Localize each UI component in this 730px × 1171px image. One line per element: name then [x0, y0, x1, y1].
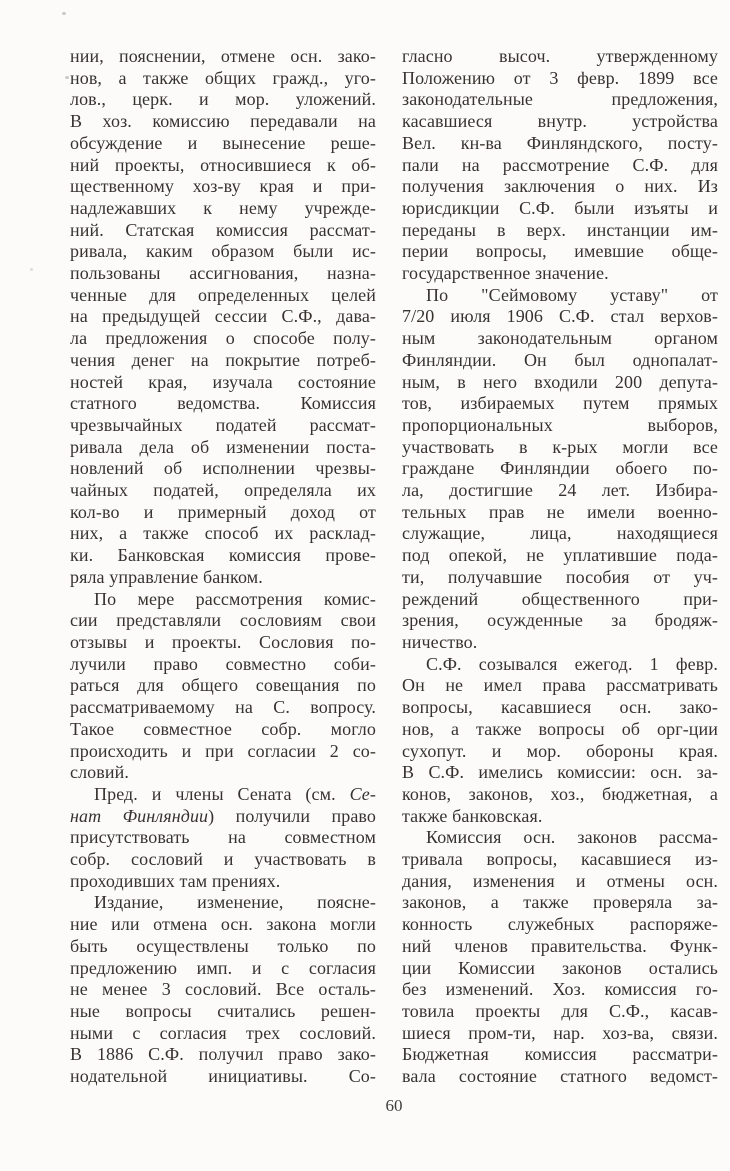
text-line: Финляндии. Он был однопалат-: [402, 349, 718, 370]
text-line: В 1886 С.Ф. получил право зако-: [70, 1044, 376, 1065]
text-line: ки. Банковская комиссия прове-: [70, 545, 376, 566]
text-line: пали на рассмотрение С.Ф. для: [402, 154, 718, 175]
text-line: реждений общественного при-: [402, 588, 718, 609]
text-line: лучили право совместно соби-: [70, 653, 376, 674]
text-line: надлежавших к нему учрежде-: [70, 197, 376, 218]
text-line: Издание, изменение, поясне-: [94, 892, 376, 913]
text-line: ла предложения о способе полу-: [70, 328, 376, 349]
text-line: Положению от 3 февр. 1899 все: [402, 67, 718, 88]
text-line: вала состояние статного ведомст-: [402, 1066, 718, 1087]
text-column-right: [402, 46, 718, 1088]
text-line: ным, в него входили 200 депута-: [402, 371, 718, 392]
text-line: лов., церк. и мор. уложений.: [70, 89, 376, 110]
italic-reference: нат Финляндии: [70, 805, 209, 826]
text-line: собр. сословий и участвовать в: [70, 849, 376, 870]
text-line: вопросы, касавшиеся осн. зако-: [402, 697, 718, 718]
text-line: участвовать в к-рых могли все: [402, 436, 718, 457]
text-line: ные вопросы считались решен-: [70, 1000, 376, 1021]
text-line: под опекой, не уплатившие пода-: [402, 545, 718, 566]
text-line: ченные для определенных целей: [70, 284, 376, 305]
text-line: нов, а также общих гражд., уго-: [70, 67, 376, 88]
text-line: чения денег на покрытие потреб-: [70, 349, 376, 370]
text-line: тов, избираемых путем прямых: [402, 393, 718, 414]
text-block: [70, 46, 718, 1088]
text-line: ностей края, изучала состояние: [70, 371, 376, 392]
text-line: законов, а также проверяла за-: [402, 892, 718, 913]
text-line: граждане Финляндии обоего по-: [402, 458, 718, 479]
text-line: ний проекты, относившиеся к об-: [70, 154, 376, 175]
text-line: новлений об исполнении чрезвы-: [70, 458, 376, 479]
text-line: не менее 3 сословий. Все осталь-: [70, 979, 376, 1000]
text-line: быть осуществлены только по: [70, 935, 376, 956]
text-line: получения заключения о них. Из: [402, 176, 718, 197]
text-line: ний членов правительства. Функ-: [402, 935, 718, 956]
text-line: предложению имп. и с согласия: [70, 957, 376, 978]
text-line: Он не имел права рассматривать: [402, 675, 718, 696]
text-line: происходить и при согласии 2 со-: [70, 740, 376, 761]
text-line: сии представляли сословиям свои: [70, 610, 376, 631]
text-line: Бюджетная комиссия рассматри-: [402, 1044, 718, 1065]
text-line: пропорциональных выборов,: [402, 414, 718, 435]
text-line: без изменений. Хоз. комиссия го-: [402, 979, 718, 1000]
text-line: кол-во и примерный доход от: [70, 501, 376, 522]
text-line: товила проекты для С.Ф., касав-: [402, 1000, 718, 1021]
text-line: служащие, лица, находящиеся: [402, 523, 718, 544]
text-line: ривала, каким образом были ис-: [70, 241, 376, 262]
text-line: тривала вопросы, касавшиеся из-: [402, 849, 718, 870]
scan-speck: [65, 76, 69, 79]
text-line: словий.: [70, 762, 129, 783]
text-line: чайных податей, определяла их: [70, 480, 376, 501]
text-line: присутствовать на совместном: [70, 827, 376, 848]
text-line: ным законодательным органом: [402, 328, 718, 349]
text-line: По мере рассмотрения комис-: [94, 588, 376, 609]
text-line: ти, получавшие пособия от уч-: [402, 566, 718, 587]
text-line: ние или отмена осн. закона могли: [70, 914, 376, 935]
text-line: ла, достигшие 24 лет. Избира-: [402, 480, 718, 501]
text-line: законодательные предложения,: [402, 89, 718, 110]
text-line: ции Комиссии законов остались: [402, 957, 718, 978]
text-line: В хоз. комиссию передавали на: [70, 111, 376, 132]
text-line: раться для общего совещания по: [70, 675, 376, 696]
text-line: дания, изменения и отмены осн.: [402, 870, 718, 891]
text-line: ний. Статская комиссия рассмат-: [70, 219, 376, 240]
text-line: 7/20 июля 1906 С.Ф. стал верхов-: [402, 306, 718, 327]
text-line: нии, пояснении, отмене осн. зако-: [70, 46, 376, 66]
page-number: 60: [385, 1096, 403, 1115]
scan-speck: [62, 12, 66, 15]
text-line: По "Сеймовому уставу" от: [426, 284, 718, 305]
text-line: щественному хоз-ву края и при-: [70, 176, 376, 197]
text-line: С.Ф. созывался ежегод. 1 февр.: [426, 653, 718, 674]
text-line: на предыдущей сессии С.Ф., дава-: [70, 306, 376, 327]
text-line: ряла управление банком.: [70, 566, 263, 587]
text-line: рассматриваемому на С. вопросу.: [70, 697, 376, 718]
text-line: чрезвычайных податей рассмат-: [70, 414, 376, 435]
text-line: конов, законов, хоз., бюджетная, а: [402, 783, 718, 804]
text-line: ривала дела об изменении поста-: [70, 436, 376, 457]
text-line: Такое совместное собр. могло: [70, 718, 376, 739]
text-line: отзывы и проекты. Сословия по-: [70, 631, 376, 652]
text-line: нат Финляндии) получили право: [70, 805, 376, 826]
text-column-left: [70, 46, 376, 1088]
text-line: Комиссия осн. законов рассма-: [426, 827, 718, 848]
text-line: проходивших там прениях.: [70, 870, 281, 891]
text-line: переданы в верх. инстанции им-: [402, 219, 718, 240]
italic-reference: Се-: [349, 783, 376, 804]
scan-speck: [30, 268, 33, 271]
text-line: пользованы ассигнования, назна-: [70, 263, 376, 284]
text-line: также банковская.: [402, 805, 543, 826]
text-line: Вел. кн-ва Финляндского, посту-: [402, 132, 718, 153]
text-line: обсуждение и вынесение реше-: [70, 132, 376, 153]
text-line: конность служебных распоряже-: [402, 914, 718, 935]
text-line: зрения, осужденные за бродяж-: [402, 610, 718, 631]
text-line: сухопут. и мор. обороны края.: [402, 740, 718, 761]
text-line: статного ведомства. Комиссия: [70, 393, 376, 414]
text-line: гласно высоч. утвержденному: [402, 46, 718, 66]
text-line: ными с согласия трех сословий.: [70, 1022, 376, 1043]
text-line: юрисдикции С.Ф. были изъяты и: [402, 197, 718, 218]
text-line: нов, а также вопросы об орг-ции: [402, 718, 718, 739]
text-line: Пред. и члены Сената (см. Се-: [94, 783, 376, 804]
text-line: перии вопросы, имевшие обще-: [402, 241, 718, 262]
text-line: шиеся пром-ти, нар. хоз-ва, связи.: [402, 1022, 718, 1043]
text-line: касавшиеся внутр. устройства: [402, 111, 718, 132]
text-line: В С.Ф. имелись комиссии: осн. за-: [402, 762, 718, 783]
text-line: них, а также способ их расклад-: [70, 523, 376, 544]
text-line: ничество.: [402, 631, 478, 652]
text-line: тельных прав не имели военно-: [402, 501, 718, 522]
text-line: нодательной инициативы. Со-: [70, 1066, 376, 1087]
text-line: государственное значение.: [402, 263, 609, 284]
